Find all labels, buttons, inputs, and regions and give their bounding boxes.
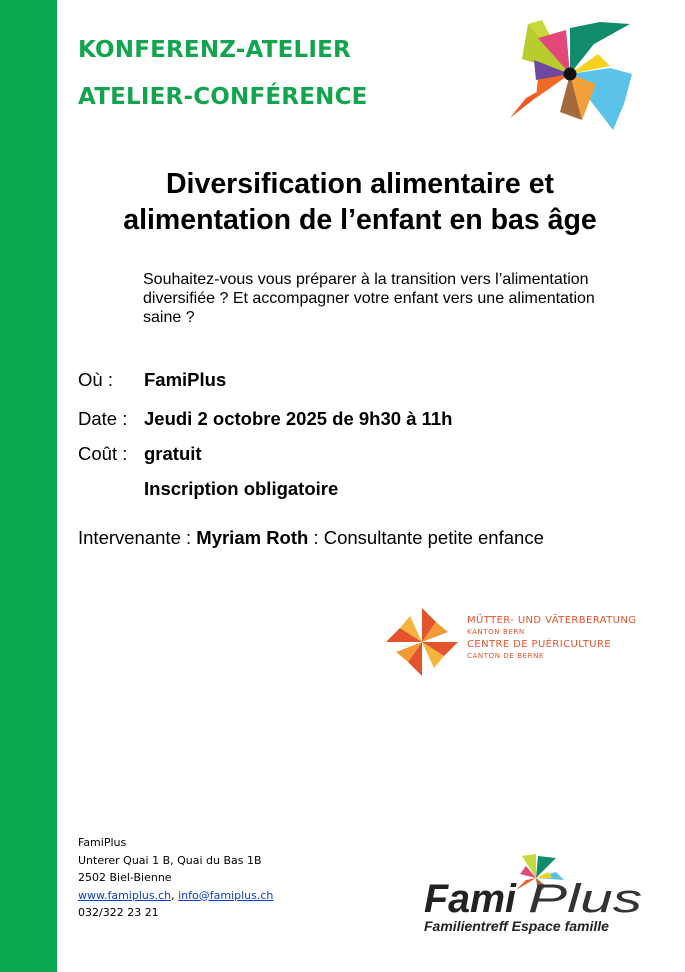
registration-note: Inscription obligatoire	[144, 478, 339, 499]
speaker-name: Myriam Roth	[196, 527, 309, 548]
brand-name-part2: Plus	[528, 877, 642, 918]
event-title-line2: alimentation de l’enfant en bas âge	[123, 204, 597, 236]
pinwheel-icon	[508, 14, 638, 134]
intro-line2: diversifiée ? Et accompagner votre enfant vers une alimentation	[143, 290, 595, 307]
intro-line1: Souhaitez-vous vous préparer à la transition vers l’alimentation	[143, 271, 589, 288]
footer-separator: ,	[171, 888, 175, 902]
footer-address	[78, 834, 273, 922]
cost-label: Coût :	[78, 443, 128, 464]
speaker-role: : Consultante petite enfance	[313, 527, 544, 548]
location-row	[78, 369, 226, 391]
intro-line3: saine ?	[143, 309, 195, 326]
event-title-line1: Diversification alimentaire et	[165, 168, 555, 200]
partner-line1: MÜTTER- UND VÄTERBERATUNG	[467, 615, 637, 626]
location-label: Où :	[78, 369, 113, 390]
kicker-french: ATELIER-CONFÉRENCE	[78, 84, 368, 110]
partner-line2: KANTON BERN	[467, 628, 525, 636]
email-link[interactable]: info@famiplus.ch	[178, 888, 274, 902]
cost-value: gratuit	[144, 443, 202, 464]
speaker-line	[78, 527, 544, 549]
date-label: Date :	[78, 408, 128, 429]
date-value: Jeudi 2 octobre 2025 de 9h30 à 11h	[144, 408, 453, 429]
partner-line3: CENTRE DE PUÉRICULTURE	[467, 639, 612, 650]
location-value: FamiPlus	[144, 369, 227, 390]
registration-row	[78, 478, 338, 500]
cost-row	[78, 443, 202, 465]
speaker-label: Intervenante :	[78, 527, 192, 548]
brand-tagline: Familientreff Espace famille	[424, 918, 609, 934]
pinwheel-icon	[382, 604, 462, 680]
event-intro	[143, 270, 653, 327]
partner-logo-text	[467, 615, 636, 663]
footer-phone: 032/322 23 21	[78, 906, 159, 919]
partner-line4: CANTON DE BERNE	[467, 652, 544, 660]
green-side-bar	[0, 0, 57, 972]
footer-city: 2502 Biel-Bienne	[78, 871, 172, 884]
website-link[interactable]: www.famiplus.ch	[78, 888, 172, 902]
event-title	[60, 166, 660, 238]
footer-links	[78, 887, 273, 905]
date-row	[78, 408, 452, 430]
footer-org: FamiPlus	[78, 836, 127, 849]
famiplus-wordmark	[424, 874, 654, 918]
brand-name-part1: Fami	[424, 877, 517, 918]
kicker-german: KONFERENZ-ATELIER	[78, 37, 351, 63]
footer-street: Unterer Quai 1 B, Quai du Bas 1B	[78, 853, 262, 867]
